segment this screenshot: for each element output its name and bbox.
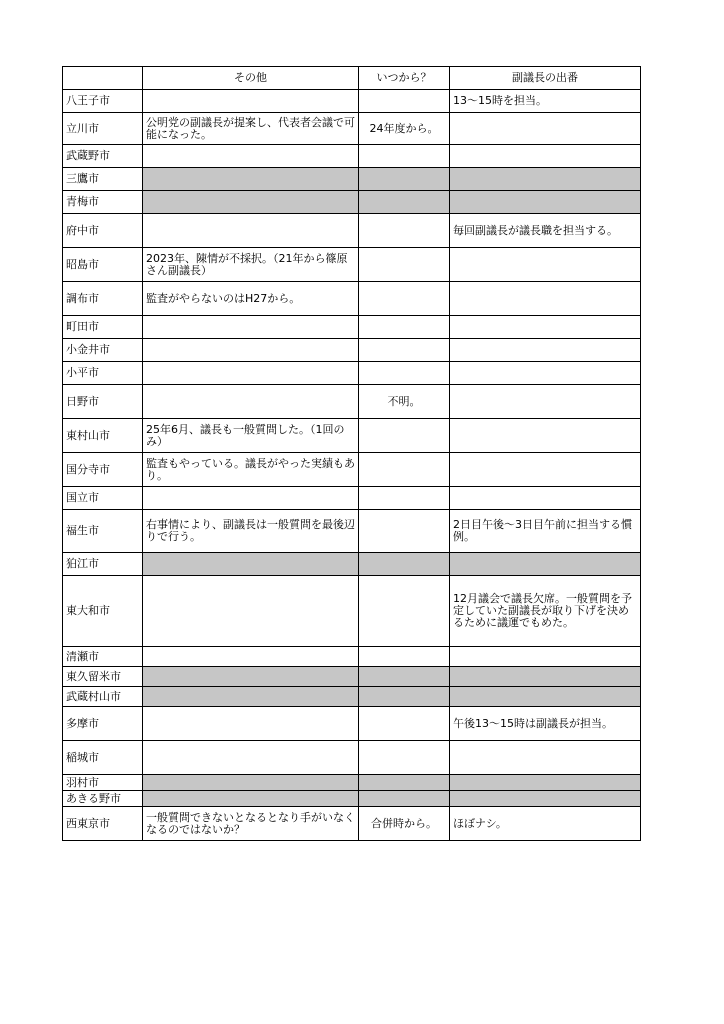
since-cell <box>359 168 450 191</box>
other-cell: 一般質問できないとなるとなり手がいなくなるのではないか？ <box>143 807 359 841</box>
other-cell <box>143 687 359 707</box>
other-cell: 25年6月、議長も一般質問した。（1回のみ） <box>143 419 359 453</box>
city-cell: 町田市 <box>63 316 143 339</box>
since-cell <box>359 667 450 687</box>
other-cell <box>143 667 359 687</box>
since-cell <box>359 339 450 362</box>
city-cell: 日野市 <box>63 385 143 419</box>
other-cell <box>143 385 359 419</box>
since-cell <box>359 453 450 487</box>
vice-cell <box>450 191 641 214</box>
other-cell <box>143 775 359 791</box>
city-cell: 立川市 <box>63 113 143 145</box>
header-vice: 副議長の出番 <box>450 67 641 90</box>
table-row <box>63 339 641 362</box>
table-row <box>63 191 641 214</box>
vice-chair-table <box>62 66 641 841</box>
vice-cell: 12月議会で議長欠席。一般質問を予定していた副議長が取り下げを決めるために議運でもめた。 <box>450 576 641 647</box>
other-cell <box>143 145 359 168</box>
table-row <box>63 741 641 775</box>
city-cell: 西東京市 <box>63 807 143 841</box>
since-cell <box>359 775 450 791</box>
city-cell: 昭島市 <box>63 248 143 282</box>
since-cell <box>359 707 450 741</box>
table-row <box>63 647 641 667</box>
header-row <box>63 67 641 90</box>
city-cell: あきる野市 <box>63 791 143 807</box>
header-other: その他 <box>143 67 359 90</box>
vice-cell <box>450 385 641 419</box>
city-cell: 府中市 <box>63 214 143 248</box>
table-row <box>63 214 641 248</box>
table-row <box>63 487 641 510</box>
table-row <box>63 282 641 316</box>
other-cell <box>143 741 359 775</box>
other-cell: 監査もやっている。議長がやった実績もあり。 <box>143 453 359 487</box>
table-row <box>63 707 641 741</box>
other-cell <box>143 191 359 214</box>
city-cell: 福生市 <box>63 510 143 553</box>
since-cell <box>359 791 450 807</box>
vice-cell <box>450 316 641 339</box>
other-cell: 監査がやらないのはH27から。 <box>143 282 359 316</box>
other-cell <box>143 791 359 807</box>
vice-cell <box>450 775 641 791</box>
since-cell <box>359 282 450 316</box>
table-row <box>63 687 641 707</box>
since-cell <box>359 145 450 168</box>
table-row <box>63 362 641 385</box>
vice-cell <box>450 647 641 667</box>
since-cell <box>359 553 450 576</box>
city-cell: 稲城市 <box>63 741 143 775</box>
table-row <box>63 807 641 841</box>
header-city <box>63 67 143 90</box>
since-cell <box>359 362 450 385</box>
city-cell: 国分寺市 <box>63 453 143 487</box>
vice-cell <box>450 248 641 282</box>
vice-cell: 午後13～15時は副議長が担当。 <box>450 707 641 741</box>
table-row <box>63 791 641 807</box>
vice-cell <box>450 741 641 775</box>
other-cell <box>143 316 359 339</box>
city-cell: 国立市 <box>63 487 143 510</box>
vice-cell <box>450 687 641 707</box>
city-cell: 小平市 <box>63 362 143 385</box>
since-cell <box>359 510 450 553</box>
vice-cell <box>450 553 641 576</box>
since-cell <box>359 316 450 339</box>
city-cell: 多摩市 <box>63 707 143 741</box>
vice-cell <box>450 667 641 687</box>
other-cell <box>143 168 359 191</box>
vice-cell <box>450 168 641 191</box>
since-cell: 合併時から。 <box>359 807 450 841</box>
other-cell: 公明党の副議長が提案し、代表者会議で可能になった。 <box>143 113 359 145</box>
header-since: いつから？ <box>359 67 450 90</box>
table-row <box>63 248 641 282</box>
table-row <box>63 553 641 576</box>
other-cell <box>143 90 359 113</box>
vice-cell <box>450 145 641 168</box>
vice-cell <box>450 339 641 362</box>
table-row <box>63 113 641 145</box>
table-row <box>63 90 641 113</box>
city-cell: 八王子市 <box>63 90 143 113</box>
vice-cell: 13～15時を担当。 <box>450 90 641 113</box>
vice-cell: 2日目午後～3日目午前に担当する慣例。 <box>450 510 641 553</box>
table-row <box>63 385 641 419</box>
since-cell <box>359 90 450 113</box>
since-cell <box>359 647 450 667</box>
vice-cell <box>450 282 641 316</box>
city-cell: 小金井市 <box>63 339 143 362</box>
since-cell <box>359 576 450 647</box>
table-row <box>63 667 641 687</box>
other-cell <box>143 647 359 667</box>
since-cell <box>359 419 450 453</box>
vice-cell <box>450 419 641 453</box>
city-cell: 狛江市 <box>63 553 143 576</box>
vice-cell <box>450 453 641 487</box>
other-cell: 2023年、陳情が不採択。（21年から篠原さん副議長） <box>143 248 359 282</box>
city-cell: 青梅市 <box>63 191 143 214</box>
vice-cell <box>450 487 641 510</box>
table-row <box>63 168 641 191</box>
since-cell <box>359 487 450 510</box>
since-cell <box>359 191 450 214</box>
city-cell: 調布市 <box>63 282 143 316</box>
table-row <box>63 775 641 791</box>
since-cell <box>359 214 450 248</box>
city-cell: 東久留米市 <box>63 667 143 687</box>
vice-cell: 毎回副議長が議長職を担当する。 <box>450 214 641 248</box>
city-cell: 東大和市 <box>63 576 143 647</box>
table-row <box>63 316 641 339</box>
vice-cell <box>450 362 641 385</box>
table-row <box>63 510 641 553</box>
city-cell: 武蔵野市 <box>63 145 143 168</box>
city-cell: 清瀬市 <box>63 647 143 667</box>
since-cell: 不明。 <box>359 385 450 419</box>
city-cell: 羽村市 <box>63 775 143 791</box>
vice-cell <box>450 113 641 145</box>
other-cell <box>143 214 359 248</box>
city-cell: 武蔵村山市 <box>63 687 143 707</box>
since-cell <box>359 248 450 282</box>
since-cell <box>359 687 450 707</box>
other-cell <box>143 707 359 741</box>
other-cell <box>143 553 359 576</box>
other-cell <box>143 576 359 647</box>
other-cell <box>143 487 359 510</box>
table-row <box>63 419 641 453</box>
vice-cell <box>450 791 641 807</box>
since-cell: 24年度から。 <box>359 113 450 145</box>
city-cell: 三鷹市 <box>63 168 143 191</box>
city-cell: 東村山市 <box>63 419 143 453</box>
other-cell <box>143 339 359 362</box>
other-cell <box>143 362 359 385</box>
since-cell <box>359 741 450 775</box>
table-row <box>63 453 641 487</box>
vice-cell: ほぼナシ。 <box>450 807 641 841</box>
table-row <box>63 145 641 168</box>
table-row <box>63 576 641 647</box>
other-cell: 右事情により、副議長は一般質問を最後辺りで行う。 <box>143 510 359 553</box>
